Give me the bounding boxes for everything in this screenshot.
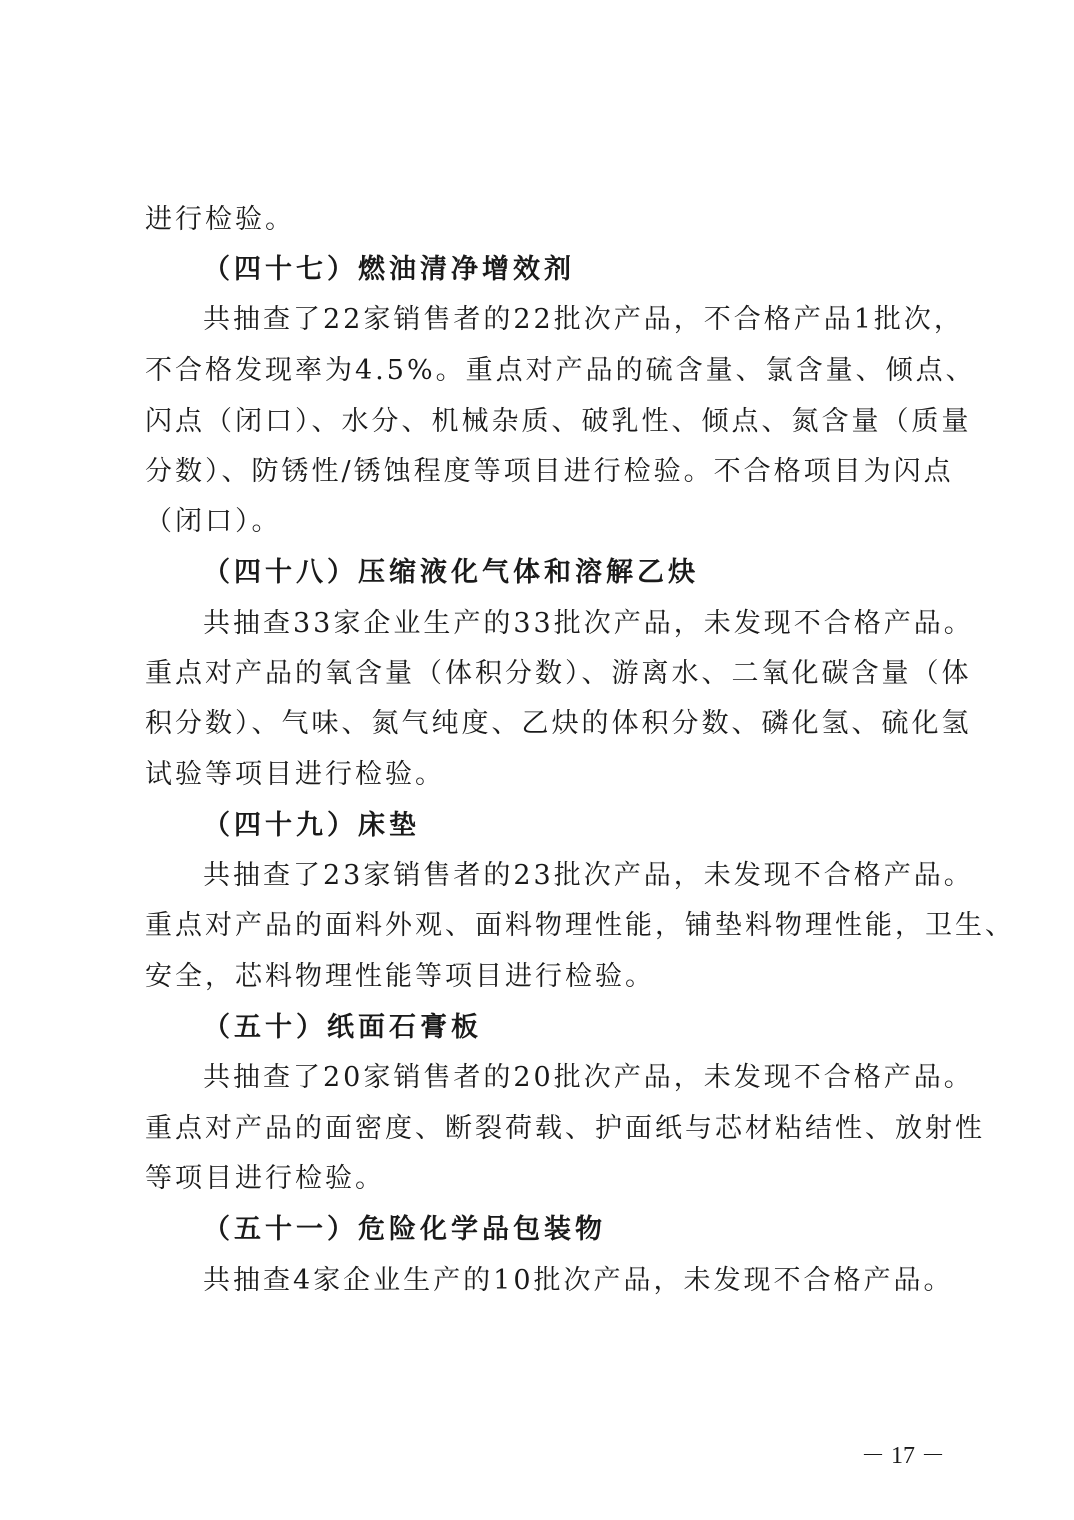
paragraph-line: 共抽查了23家销售者的23批次产品，未发现不合格产品。: [203, 860, 974, 891]
paragraph-line: 进行检验。: [145, 204, 295, 235]
paragraph-line: 分数）、防锈性/锈蚀程度等项目进行检验。不合格项目为闪点: [145, 456, 954, 487]
paragraph-line: 共抽查了20家销售者的20批次产品，未发现不合格产品。: [203, 1062, 974, 1093]
page-number: － 17 －: [861, 1443, 945, 1469]
paragraph-line: 等项目进行检验。: [145, 1163, 385, 1194]
section-heading: （五十）纸面石膏板: [203, 1012, 482, 1043]
section-heading: （四十七）燃油清净增效剂: [203, 254, 575, 285]
paragraph-line: 试验等项目进行检验。: [145, 759, 445, 790]
paragraph-line: 共抽查33家企业生产的33批次产品，未发现不合格产品。: [203, 608, 974, 639]
paragraph-line: 共抽查了22家销售者的22批次产品，不合格产品1批次，: [203, 304, 964, 335]
paragraph-line: 积分数）、气味、氮气纯度、乙炔的体积分数、磷化氢、硫化氢: [145, 708, 972, 739]
paragraph-line: 共抽查4家企业生产的10批次产品，未发现不合格产品。: [203, 1265, 954, 1296]
section-heading: （五十一）危险化学品包装物: [203, 1214, 606, 1245]
paragraph-line: 安全，芯料物理性能等项目进行检验。: [145, 961, 655, 992]
section-heading: （四十九）床垫: [203, 810, 420, 841]
paragraph-line: 重点对产品的面料外观、面料物理性能，铺垫料物理性能，卫生、: [145, 910, 1015, 941]
paragraph-line: （闭口）。: [145, 506, 282, 537]
paragraph-line: 重点对产品的面密度、断裂荷载、护面纸与芯材粘结性、放射性: [145, 1113, 985, 1144]
section-heading: （四十八）压缩液化气体和溶解乙炔: [203, 557, 699, 588]
paragraph-line: 重点对产品的氧含量（体积分数）、游离水、二氧化碳含量（体: [145, 658, 972, 689]
paragraph-line: 不合格发现率为4.5%。重点对产品的硫含量、氯含量、倾点、: [145, 355, 976, 386]
paragraph-line: 闪点（闭口）、水分、机械杂质、破乳性、倾点、氮含量（质量: [145, 406, 972, 437]
